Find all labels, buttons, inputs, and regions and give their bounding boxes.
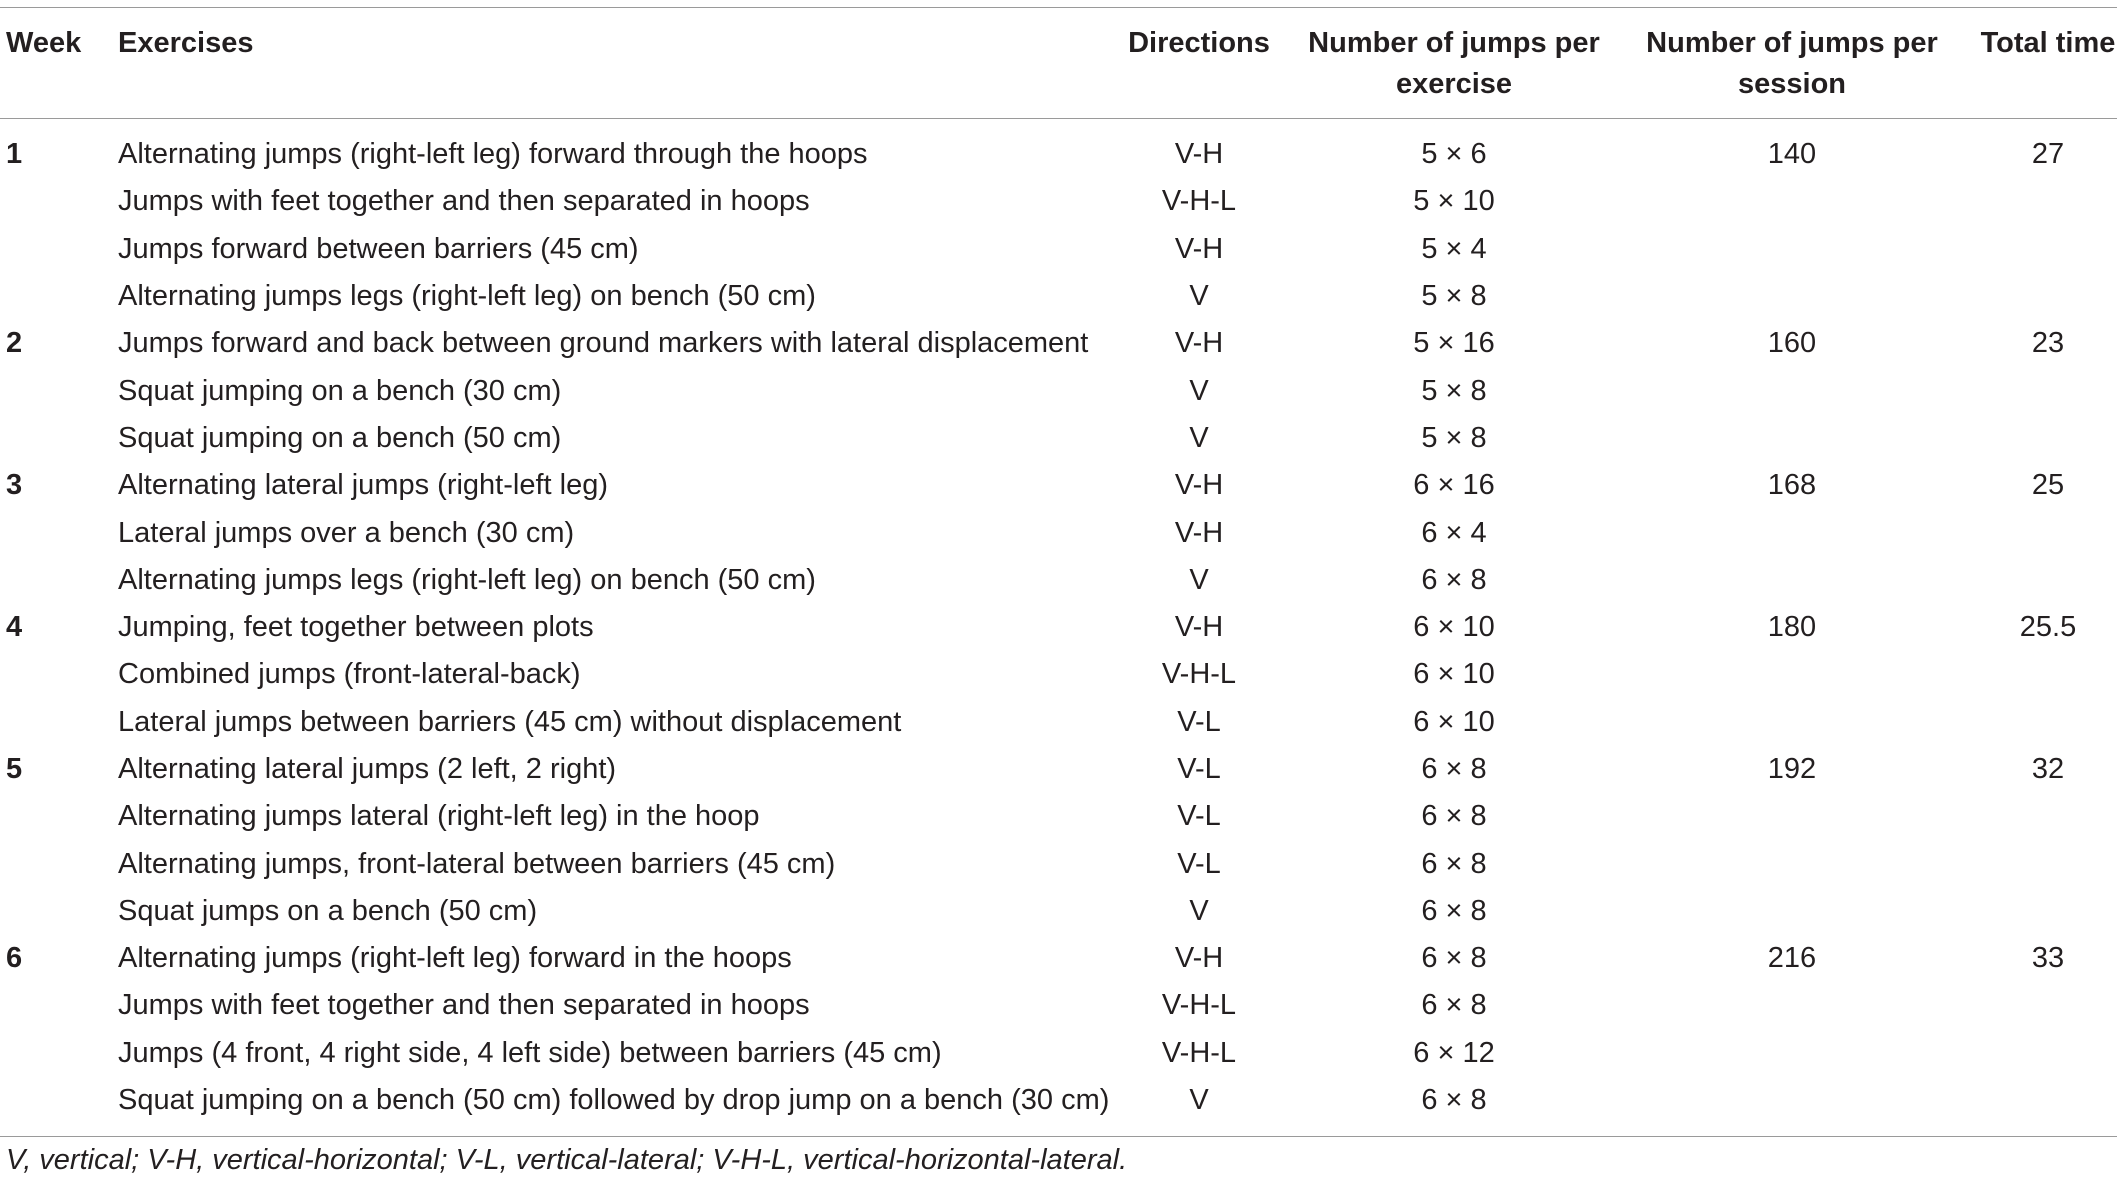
header-total-time: Total time xyxy=(1980,27,2116,59)
cell-week xyxy=(0,1030,115,1077)
cell-exercise: Alternating lateral jumps (2 left, 2 right) xyxy=(118,753,617,785)
cell-week xyxy=(0,509,115,556)
table-header xyxy=(0,8,2117,119)
cell-week xyxy=(0,888,115,935)
cell-exercise: Jumps with feet together and then separated in hoops xyxy=(118,989,810,1022)
cell-exercise: Jumping, feet together between plots xyxy=(118,611,594,644)
table-row xyxy=(0,509,2117,556)
table-footnote: V, vertical; V-H, vertical-horizontal; V-L, vertical-lateral; V-H-L, vertical-horizontal-lateral. xyxy=(6,1144,1128,1176)
cell-total-time xyxy=(1959,557,2117,604)
cell-directions: V-L xyxy=(1177,753,1221,785)
header-jumps-per-exercise xyxy=(1283,8,1625,119)
cell-week xyxy=(0,557,115,604)
cell-week xyxy=(0,367,115,414)
table-row xyxy=(0,651,2117,698)
table-row xyxy=(0,1077,2117,1137)
cell-week: 4 xyxy=(6,611,23,644)
cell-jumps-per-session xyxy=(1625,982,1959,1029)
table-row xyxy=(0,119,2117,179)
cell-directions: V-H-L xyxy=(1161,1036,1237,1069)
table-row xyxy=(0,273,2117,320)
cell-week xyxy=(0,273,115,320)
cell-exercise: Alternating jumps (right-left leg) forward in the hoops xyxy=(118,942,792,975)
table-row xyxy=(0,699,2117,746)
cell-exercise: Alternating jumps legs (right-left leg) on bench (50 cm) xyxy=(118,563,816,596)
cell-jumps-per-exercise: 5 × 4 xyxy=(1421,232,1487,265)
cell-jumps-per-session: 140 xyxy=(1767,138,1817,171)
cell-week xyxy=(0,1077,115,1137)
table-row xyxy=(0,178,2117,225)
cell-directions: V-L xyxy=(1177,847,1221,880)
cell-directions: V xyxy=(1189,1084,1209,1117)
cell-week xyxy=(0,982,115,1029)
header-jumps-per-session-line2: session xyxy=(1738,68,1846,100)
cell-directions: V xyxy=(1189,421,1209,454)
header-week: Week xyxy=(6,27,82,59)
cell-directions: V-H-L xyxy=(1161,185,1237,218)
cell-exercise: Alternating jumps, front-lateral between barriers (45 cm) xyxy=(118,847,836,880)
cell-exercise: Squat jumping on a bench (50 cm) xyxy=(118,421,562,454)
cell-jumps-per-session xyxy=(1625,415,1959,462)
cell-directions: V-H xyxy=(1174,327,1224,360)
cell-total-time: 25.5 xyxy=(2019,611,2077,644)
cell-week xyxy=(0,651,115,698)
cell-jumps-per-exercise: 6 × 12 xyxy=(1413,1036,1495,1069)
cell-jumps-per-session xyxy=(1625,651,1959,698)
cell-jumps-per-session xyxy=(1625,699,1959,746)
table-row xyxy=(0,840,2117,887)
cell-directions: V xyxy=(1189,894,1209,927)
cell-jumps-per-session xyxy=(1625,793,1959,840)
cell-total-time xyxy=(1959,982,2117,1029)
cell-jumps-per-exercise: 6 × 8 xyxy=(1421,753,1487,785)
cell-exercise: Squat jumps on a bench (50 cm) xyxy=(118,894,538,927)
cell-jumps-per-session xyxy=(1625,509,1959,556)
cell-total-time xyxy=(1959,1030,2117,1077)
cell-directions: V-H xyxy=(1174,611,1224,644)
cell-week: 6 xyxy=(6,942,23,975)
cell-total-time xyxy=(1959,888,2117,935)
cell-jumps-per-exercise: 6 × 8 xyxy=(1421,847,1487,880)
cell-jumps-per-exercise: 5 × 8 xyxy=(1421,421,1487,454)
table-body xyxy=(0,119,2117,1137)
cell-jumps-per-exercise: 6 × 16 xyxy=(1413,469,1495,502)
cell-total-time: 25 xyxy=(2031,469,2065,502)
cell-jumps-per-session: 216 xyxy=(1767,942,1817,975)
cell-jumps-per-session: 160 xyxy=(1767,327,1817,360)
cell-week xyxy=(0,226,115,273)
cell-total-time: 32 xyxy=(2031,753,2065,785)
cell-jumps-per-session xyxy=(1625,888,1959,935)
cell-week xyxy=(0,178,115,225)
cell-jumps-per-session xyxy=(1625,1030,1959,1077)
cell-jumps-per-exercise: 6 × 8 xyxy=(1421,942,1487,975)
cell-directions: V-H xyxy=(1174,469,1224,502)
cell-total-time: 27 xyxy=(2031,138,2065,171)
cell-jumps-per-session: 168 xyxy=(1767,469,1817,502)
cell-directions: V-H xyxy=(1174,232,1224,265)
cell-week xyxy=(0,793,115,840)
cell-jumps-per-session xyxy=(1625,273,1959,320)
cell-directions: V xyxy=(1189,280,1209,313)
cell-jumps-per-session xyxy=(1625,1077,1959,1137)
cell-jumps-per-exercise: 6 × 8 xyxy=(1421,1084,1487,1117)
cell-jumps-per-exercise: 5 × 8 xyxy=(1421,280,1487,313)
cell-jumps-per-exercise: 6 × 10 xyxy=(1413,658,1495,691)
cell-week: 2 xyxy=(6,327,23,360)
cell-exercise: Lateral jumps over a bench (30 cm) xyxy=(118,516,575,549)
cell-jumps-per-exercise: 5 × 16 xyxy=(1413,327,1495,360)
cell-jumps-per-exercise: 6 × 4 xyxy=(1421,516,1487,549)
cell-jumps-per-exercise: 6 × 8 xyxy=(1421,894,1487,927)
cell-exercise: Combined jumps (front-lateral-back) xyxy=(118,658,581,691)
cell-total-time xyxy=(1959,367,2117,414)
cell-total-time xyxy=(1959,651,2117,698)
cell-directions: V-H-L xyxy=(1161,989,1237,1022)
table-row xyxy=(0,793,2117,840)
cell-jumps-per-exercise: 5 × 8 xyxy=(1421,374,1487,407)
cell-jumps-per-session xyxy=(1625,840,1959,887)
cell-week xyxy=(0,415,115,462)
cell-total-time xyxy=(1959,273,2117,320)
cell-jumps-per-session xyxy=(1625,178,1959,225)
cell-directions: V-H xyxy=(1174,138,1224,171)
cell-directions: V-H-L xyxy=(1161,658,1237,691)
table-row xyxy=(0,226,2117,273)
cell-jumps-per-exercise: 6 × 10 xyxy=(1413,611,1495,644)
header-directions: Directions xyxy=(1128,27,1270,59)
table-row xyxy=(0,746,2117,793)
cell-directions: V xyxy=(1189,563,1209,596)
cell-total-time xyxy=(1959,415,2117,462)
cell-exercise: Lateral jumps between barriers (45 cm) without displacement xyxy=(118,705,902,738)
cell-exercise: Jumps with feet together and then separated in hoops xyxy=(118,185,810,218)
cell-exercise: Jumps forward between barriers (45 cm) xyxy=(118,232,639,265)
cell-jumps-per-exercise: 5 × 6 xyxy=(1421,138,1487,171)
table-row xyxy=(0,415,2117,462)
cell-jumps-per-exercise: 6 × 10 xyxy=(1413,705,1495,738)
cell-jumps-per-session xyxy=(1625,557,1959,604)
cell-week: 5 xyxy=(6,753,23,785)
cell-jumps-per-exercise: 6 × 8 xyxy=(1421,800,1487,833)
cell-jumps-per-exercise: 6 × 8 xyxy=(1421,563,1487,596)
cell-exercise: Squat jumping on a bench (30 cm) xyxy=(118,374,562,407)
cell-exercise: Alternating lateral jumps (right-left leg) xyxy=(118,469,608,502)
header-exercises: Exercises xyxy=(118,27,254,59)
cell-week: 3 xyxy=(6,469,23,502)
cell-jumps-per-session xyxy=(1625,226,1959,273)
cell-total-time xyxy=(1959,793,2117,840)
cell-exercise: Alternating jumps legs (right-left leg) on bench (50 cm) xyxy=(118,280,816,313)
cell-week xyxy=(0,840,115,887)
training-program-table xyxy=(0,7,2117,1137)
header-jumps-per-session-line1: Number of jumps per xyxy=(1646,27,1938,59)
table-row xyxy=(0,557,2117,604)
cell-total-time xyxy=(1959,178,2117,225)
cell-directions: V xyxy=(1189,374,1209,407)
cell-directions: V-L xyxy=(1177,705,1221,738)
cell-directions: V-H xyxy=(1174,516,1224,549)
table-row xyxy=(0,1030,2117,1077)
cell-exercise: Jumps forward and back between ground markers with lateral displacement xyxy=(118,327,1089,360)
cell-jumps-per-session: 180 xyxy=(1767,611,1817,644)
cell-exercise: Squat jumping on a bench (50 cm) followed by drop jump on a bench (30 cm) xyxy=(118,1084,1110,1117)
cell-jumps-per-session xyxy=(1625,367,1959,414)
cell-total-time xyxy=(1959,699,2117,746)
header-jumps-per-exercise-line1: Number of jumps per xyxy=(1308,27,1600,59)
table-row xyxy=(0,604,2117,651)
cell-directions: V-L xyxy=(1177,800,1221,833)
cell-total-time xyxy=(1959,1077,2117,1137)
cell-week xyxy=(0,699,115,746)
cell-exercise: Jumps (4 front, 4 right side, 4 left side) between barriers (45 cm) xyxy=(118,1036,942,1069)
table-row xyxy=(0,320,2117,367)
header-jumps-per-exercise-line2: exercise xyxy=(1395,68,1513,100)
table-row xyxy=(0,888,2117,935)
table-row xyxy=(0,367,2117,414)
table-row xyxy=(0,982,2117,1029)
cell-exercise: Alternating jumps (right-left leg) forward through the hoops xyxy=(118,138,868,171)
cell-total-time xyxy=(1959,840,2117,887)
cell-total-time xyxy=(1959,509,2117,556)
cell-total-time xyxy=(1959,226,2117,273)
header-jumps-per-session xyxy=(1625,8,1959,119)
table-row xyxy=(0,935,2117,982)
cell-jumps-per-session: 192 xyxy=(1767,753,1817,785)
cell-directions: V-H xyxy=(1174,942,1224,975)
cell-total-time: 33 xyxy=(2031,942,2065,975)
cell-total-time: 23 xyxy=(2031,327,2065,360)
cell-week: 1 xyxy=(6,138,23,171)
table-row xyxy=(0,462,2117,509)
cell-jumps-per-exercise: 6 × 8 xyxy=(1421,989,1487,1022)
cell-exercise: Alternating jumps lateral (right-left leg) in the hoop xyxy=(118,800,760,833)
cell-jumps-per-exercise: 5 × 10 xyxy=(1413,185,1495,218)
header-row xyxy=(0,8,2117,119)
training-table-container xyxy=(0,7,2117,1137)
